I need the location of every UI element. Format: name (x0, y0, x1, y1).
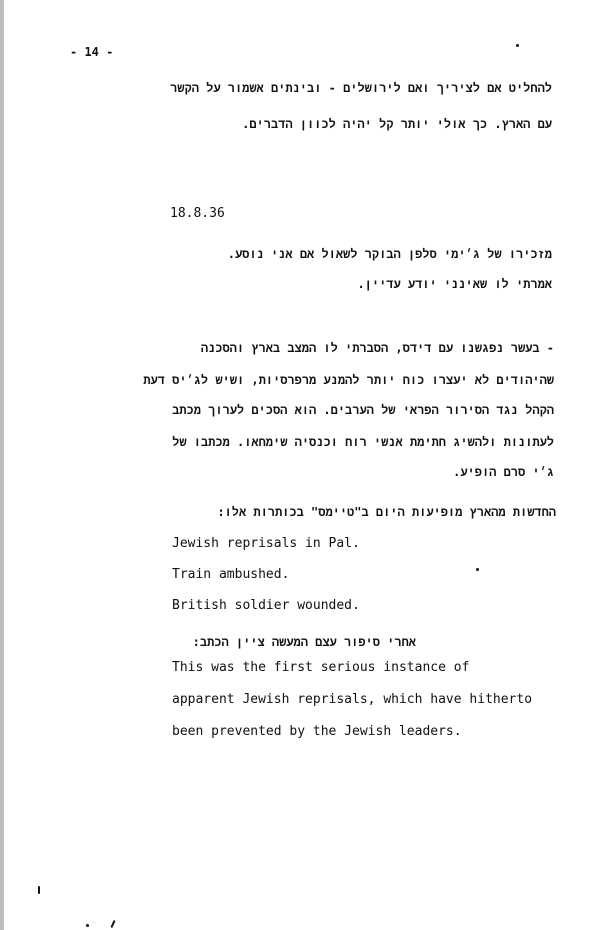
quote-intro: אחרי סיפור עצם המעשה ציין הכתב: (192, 635, 416, 649)
paragraph-2-line-1: מזכירו של ג׳ימי סלפן הבוקר לשאול אם אני נוסע. (227, 247, 552, 261)
paragraph-3-line-3: הקהל נגד הסירור הפראי של הערבים. הוא הסכים לערוך מכתב (172, 403, 554, 417)
paragraph-3-line-5: ג׳י סרם הופיע. (453, 465, 554, 479)
paragraph-3-line-2: שהיהודים לא יעצרו כוח יותר להמנע מרפרסיות, ושיש לג׳יס דעת (143, 373, 554, 387)
paragraph-3-line-1: - בעשר נפגשנו עם דידס, הסברתי לו המצב בארץ והסכנה (200, 341, 554, 355)
headline-3: British soldier wounded. (172, 598, 360, 613)
paragraph-2-line-2: אמרתי לו שאינני יודע עדיין. (357, 277, 552, 291)
headline-1: Jewish reprisals in Pal. (172, 536, 360, 551)
entry-date: 18.8.36 (170, 206, 225, 221)
scan-edge (0, 0, 4, 930)
paragraph-1-line-1: להחליט אם לציריך ואם לירושלים - ובינתים אשמור על הקשר (170, 81, 552, 95)
bottom-mark (86, 924, 89, 927)
speck-mark (516, 44, 519, 47)
paragraph-1-line-2: עם הארץ. כך אולי יותר קל יהיה לכוון הדברים. (242, 117, 552, 131)
quote-line-1: This was the first serious instance of (172, 660, 470, 675)
paragraph-3-line-4: לעתונות ולהשיג חתימת אנשי רוח וכנסיה שימחאו. מכתבו של (172, 435, 554, 449)
speck-mark (476, 568, 479, 571)
bottom-mark (110, 920, 115, 928)
quote-line-2: apparent Jewish reprisals, which have hitherto (172, 692, 533, 707)
headlines-intro: החדשות מהארץ מופיעות היום ב"טיימס" בכותרות אלו: (217, 505, 556, 519)
quote-line-3: been prevented by the Jewish leaders. (172, 724, 462, 739)
margin-mark (38, 886, 40, 894)
headline-2: Train ambushed. (172, 567, 290, 582)
page-number: - 14 - (70, 45, 114, 59)
